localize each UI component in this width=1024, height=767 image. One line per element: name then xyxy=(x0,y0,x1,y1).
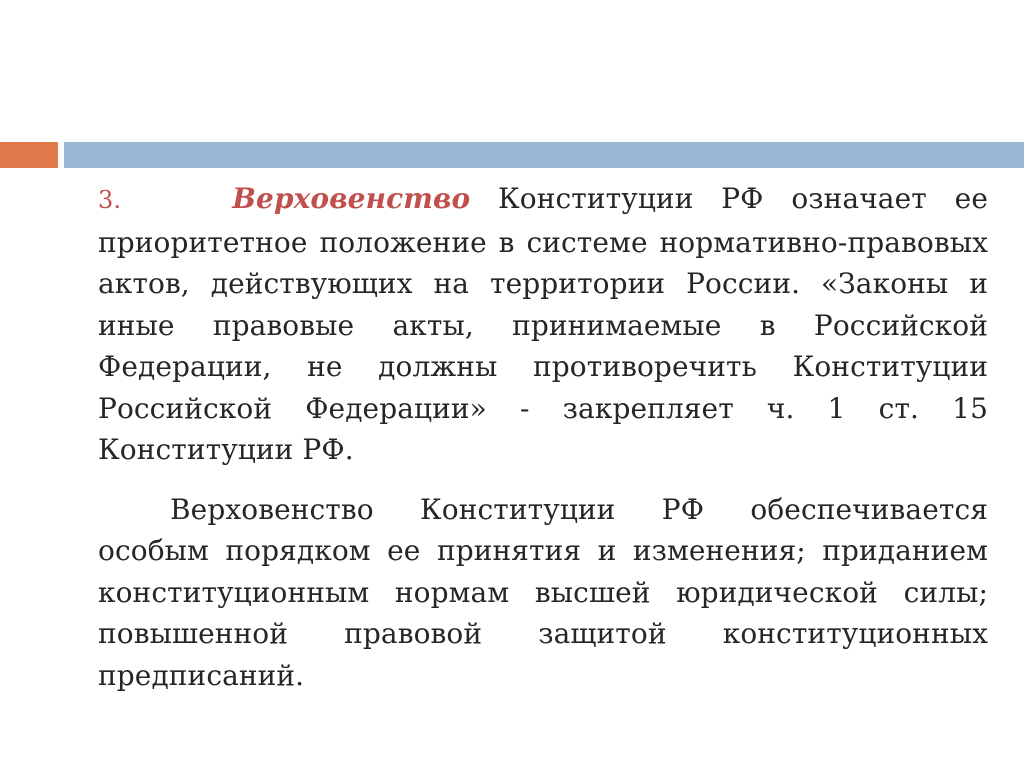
paragraph-2: Верховенство Конституции РФ обеспечивается особым порядком ее принятия и изменения; приданием конституционным нормам высшей юридической силы; повышенной правовой защитой конституционных предписаний. xyxy=(98,492,988,692)
list-number: 3. xyxy=(98,186,122,214)
emphasized-term: Верховенство xyxy=(232,182,471,215)
slide-body xyxy=(98,178,988,696)
header-bar xyxy=(64,142,1024,168)
header-accent-bar xyxy=(0,142,58,168)
paragraph-1 xyxy=(98,178,988,471)
paragraph-1-text: Конституции РФ означает ее приоритетное положение в системе нормативно-правовых актов, действующих на территории России. «Законы и иные правовые акты, принимаемые в Российской Федерации, не должны противоречить Конституции Российской Федерации» - закрепляет ч. 1 ст. 15 Конституции РФ. xyxy=(98,182,988,466)
